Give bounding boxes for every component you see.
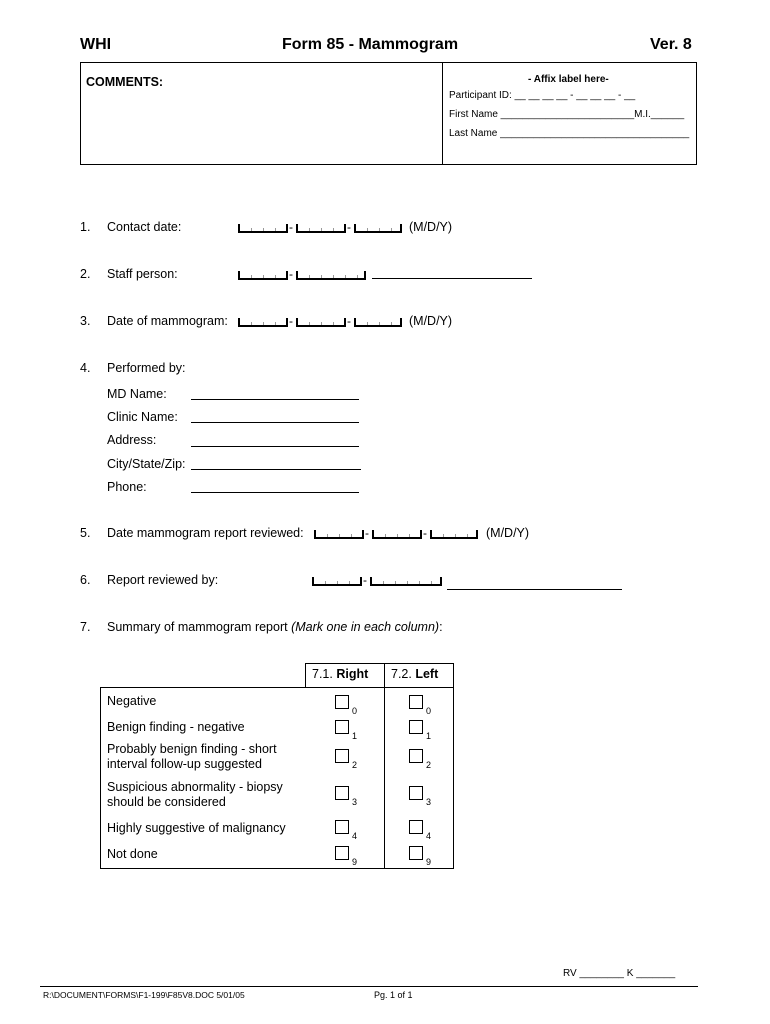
left-suspicious-checkbox[interactable] xyxy=(409,786,423,800)
q5-month-boxes[interactable] xyxy=(314,530,364,539)
left-probably-benign-checkbox[interactable] xyxy=(409,749,423,763)
q3-day-boxes[interactable] xyxy=(296,318,346,327)
city-state-zip-line[interactable] xyxy=(191,469,361,470)
row-not-done-label: Not done xyxy=(107,847,158,861)
left-suspicious-code: 3 xyxy=(426,797,432,807)
summary-table xyxy=(100,687,454,869)
q6-code-boxes-a[interactable] xyxy=(312,577,362,586)
right-malignancy-code: 4 xyxy=(352,831,358,841)
left-benign-code: 1 xyxy=(426,731,432,741)
form-title: Form 85 - Mammogram xyxy=(282,36,459,53)
q2-label: Staff person: xyxy=(107,267,178,281)
left-benign-checkbox[interactable] xyxy=(409,720,423,734)
right-benign-checkbox[interactable] xyxy=(335,720,349,734)
q5-year-boxes[interactable] xyxy=(430,530,478,539)
q7-label: Summary of mammogram report (Mark one in each column): xyxy=(107,620,443,634)
row-negative-label: Negative xyxy=(107,694,157,708)
form-version: Ver. 8 xyxy=(650,36,692,53)
md-name-line[interactable] xyxy=(191,399,359,400)
q1-date-format: (M/D/Y) xyxy=(409,220,453,234)
q2-name-line[interactable] xyxy=(372,278,532,279)
right-probably-benign-code: 2 xyxy=(352,760,358,770)
q1-day-boxes[interactable] xyxy=(296,224,346,233)
q5-date-format: (M/D/Y) xyxy=(486,526,530,540)
address-label: Address: xyxy=(107,433,157,447)
right-suspicious-checkbox[interactable] xyxy=(335,786,349,800)
clinic-name-label: Clinic Name: xyxy=(107,410,178,424)
document-path: R:\DOCUMENT\FORMS\F1-199\F85V8.DOC 5/01/05 xyxy=(43,990,245,1000)
q1-label: Contact date: xyxy=(107,220,182,234)
right-negative-code: 0 xyxy=(352,706,358,716)
q5-label: Date mammogram report reviewed: xyxy=(107,526,304,540)
q3-year-boxes[interactable] xyxy=(354,318,402,327)
q3-number: 3. xyxy=(80,314,91,328)
q5-number: 5. xyxy=(80,526,91,540)
comments-divider xyxy=(442,62,443,164)
right-benign-code: 1 xyxy=(352,731,358,741)
page-number: Pg. 1 of 1 xyxy=(374,990,413,1000)
left-malignancy-checkbox[interactable] xyxy=(409,820,423,834)
q2-code-boxes-a[interactable] xyxy=(238,271,288,280)
row-benign-label: Benign finding - negative xyxy=(107,720,245,734)
right-not-done-checkbox[interactable] xyxy=(335,846,349,860)
q4-number: 4. xyxy=(80,361,91,375)
row-suspicious-label-2: should be considered xyxy=(107,795,226,809)
row-malignancy-label: Highly suggestive of malignancy xyxy=(107,821,286,835)
q3-month-boxes[interactable] xyxy=(238,318,288,327)
md-name-label: MD Name: xyxy=(107,387,167,401)
address-line[interactable] xyxy=(191,446,359,447)
q6-code-boxes-b[interactable] xyxy=(370,577,442,586)
phone-label: Phone: xyxy=(107,480,147,494)
q7-number: 7. xyxy=(80,620,91,634)
rv-k-field: RV ________ K _______ xyxy=(563,968,676,979)
right-probably-benign-checkbox[interactable] xyxy=(335,749,349,763)
left-column-header: 7.2. Left xyxy=(391,667,439,681)
left-probably-benign-code: 2 xyxy=(426,760,432,770)
right-suspicious-code: 3 xyxy=(352,797,358,807)
affix-label: - Affix label here- xyxy=(528,74,609,85)
q1-month-boxes[interactable] xyxy=(238,224,288,233)
right-column-header: 7.1. Right xyxy=(312,667,369,681)
right-not-done-code: 9 xyxy=(352,857,358,867)
q4-label: Performed by: xyxy=(107,361,186,375)
q3-label: Date of mammogram: xyxy=(107,314,228,328)
row-probably-benign-label: Probably benign finding - short xyxy=(107,742,277,756)
footer-rule xyxy=(40,986,698,987)
first-name-field[interactable]: First Name ________________________M.I.______ xyxy=(449,109,685,120)
phone-line[interactable] xyxy=(191,492,359,493)
q1-number: 1. xyxy=(80,220,91,234)
city-state-zip-label: City/State/Zip: xyxy=(107,457,186,471)
q5-day-boxes[interactable] xyxy=(372,530,422,539)
right-negative-checkbox[interactable] xyxy=(335,695,349,709)
org-name: WHI xyxy=(80,36,112,53)
left-negative-code: 0 xyxy=(426,706,432,716)
left-not-done-checkbox[interactable] xyxy=(409,846,423,860)
q6-number: 6. xyxy=(80,573,91,587)
q2-code-boxes-b[interactable] xyxy=(296,271,366,280)
left-malignancy-code: 4 xyxy=(426,831,432,841)
left-not-done-code: 9 xyxy=(426,857,432,867)
participant-id-field[interactable]: Participant ID: __ __ __ __ - __ __ __ - __ xyxy=(449,90,636,101)
q3-date-format: (M/D/Y) xyxy=(409,314,453,328)
right-malignancy-checkbox[interactable] xyxy=(335,820,349,834)
q1-year-boxes[interactable] xyxy=(354,224,402,233)
q2-number: 2. xyxy=(80,267,91,281)
row-suspicious-label: Suspicious abnormality - biopsy xyxy=(107,780,283,794)
left-negative-checkbox[interactable] xyxy=(409,695,423,709)
row-probably-benign-label-2: interval follow-up suggested xyxy=(107,757,262,771)
last-name-field[interactable]: Last Name __________________________________ xyxy=(449,128,690,139)
clinic-name-line[interactable] xyxy=(191,422,359,423)
q6-name-line[interactable] xyxy=(447,589,622,590)
q6-label: Report reviewed by: xyxy=(107,573,219,587)
comments-label: COMMENTS: xyxy=(86,75,164,89)
